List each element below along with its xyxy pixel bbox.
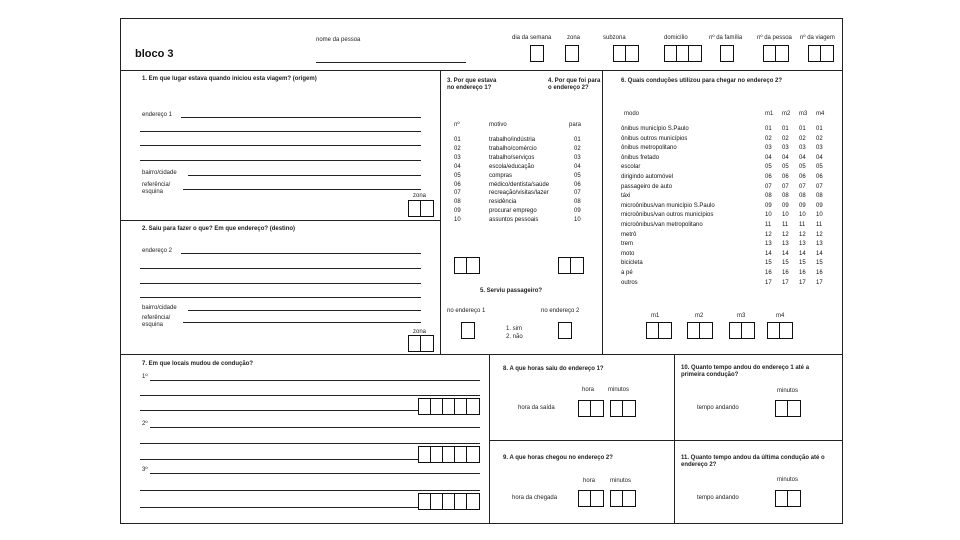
mode-row-code[interactable]: 10 <box>782 212 789 219</box>
q7-zone-cells-3[interactable] <box>418 493 480 510</box>
mode-row-code[interactable]: 03 <box>765 145 772 152</box>
q3-answer-cells[interactable] <box>454 257 480 274</box>
mode-row-code[interactable]: 02 <box>799 135 806 142</box>
q7-item-1: 1º <box>142 374 148 380</box>
mode-row-code[interactable]: 10 <box>799 212 806 219</box>
q7-line-1b[interactable] <box>140 395 480 396</box>
mode-row-code[interactable]: 17 <box>765 279 772 286</box>
q7-line-2b[interactable] <box>140 443 480 444</box>
motive-row-code: 09 <box>454 208 461 215</box>
q6-col-m4: m4 <box>816 111 825 117</box>
mode-row-code[interactable]: 02 <box>765 135 772 142</box>
q2-zone-cells[interactable] <box>408 335 434 352</box>
mode-row-label: ônibus fretado <box>621 154 660 161</box>
q6-box-m3[interactable] <box>729 322 755 339</box>
q6-box-label-m3: m3 <box>737 313 746 319</box>
mode-row-code[interactable]: 05 <box>799 164 806 171</box>
q2-address-line-4[interactable] <box>140 297 421 298</box>
mode-row-code[interactable]: 13 <box>816 241 823 248</box>
mode-row-code[interactable]: 04 <box>816 154 823 161</box>
q1-reference-label: referência/ esquina <box>142 182 171 195</box>
mode-row-label: microônibus/van outros municípios <box>621 212 714 219</box>
weekday-cells[interactable] <box>530 45 544 62</box>
q10-title: 10. Quanto tempo andou do endereço 1 até a primeira condução? <box>681 365 810 378</box>
mode-row-code[interactable]: 08 <box>816 193 823 200</box>
q1-address-line-2[interactable] <box>140 131 421 132</box>
q4-title: 4. Por que foi para o endereço 2? <box>548 78 601 91</box>
q1-zone-label: zona <box>413 193 427 199</box>
mode-row-label: microônibus/van metropolitano <box>621 222 703 228</box>
motive-row-para: 06 <box>574 181 581 188</box>
motive-row-code: 07 <box>454 190 461 197</box>
mode-row-label: ônibus metropolitano <box>621 145 677 152</box>
q1-reference-line[interactable] <box>183 189 421 190</box>
mode-row-code[interactable]: 03 <box>782 145 789 152</box>
household-cells[interactable] <box>664 45 702 62</box>
q2-address-line[interactable] <box>181 253 421 254</box>
q7-item-3: 3º <box>142 467 148 473</box>
mode-row-label: microônibus/van município S.Paulo <box>621 202 715 209</box>
q1-address-line-4[interactable] <box>140 160 421 161</box>
motive-row-code: 01 <box>454 137 461 143</box>
divider-q1-q2 <box>120 220 440 221</box>
mode-row-code[interactable]: 09 <box>765 202 772 209</box>
motive-row-para: 07 <box>574 190 581 197</box>
mode-row-code[interactable]: 16 <box>782 270 789 276</box>
mode-row-code[interactable]: 07 <box>782 183 789 190</box>
q1-title: 1. Em que lugar estava quando iniciou esta viagem? (origem) <box>142 76 317 82</box>
field-label-trip: nº da viagem <box>800 35 835 41</box>
q6-box-m1[interactable] <box>646 322 672 339</box>
q6-col-mode: modo <box>624 111 640 117</box>
q5-title: 5. Serviu passageiro? <box>480 288 543 294</box>
subzone-cells[interactable] <box>613 45 639 62</box>
field-label-family: nº da família <box>709 35 743 41</box>
q8-hour-cells[interactable] <box>578 400 604 417</box>
q2-reference-label: referência/ esquina <box>142 315 171 328</box>
divider-q8-q10 <box>674 354 675 524</box>
mode-row-code[interactable]: 01 <box>799 126 806 132</box>
q1-address-line[interactable] <box>181 117 421 118</box>
mode-row-code[interactable]: 06 <box>782 174 789 180</box>
mode-row-code[interactable]: 07 <box>816 183 823 190</box>
motive-row-label: residência <box>489 199 517 206</box>
divider-q7-q8 <box>489 354 490 524</box>
mode-row-code[interactable]: 06 <box>799 174 806 180</box>
q1-district-line[interactable] <box>188 175 421 176</box>
q6-box-label-m2: m2 <box>695 313 704 319</box>
trip-cells[interactable] <box>808 45 834 62</box>
person-name-label: nome da pessoa <box>316 37 361 43</box>
motive-row-label: assuntos pessoais <box>489 217 539 224</box>
q7-line-3b[interactable] <box>140 490 480 491</box>
mode-row-code[interactable]: 15 <box>765 260 772 267</box>
motive-row-label: escola/educação <box>489 163 535 170</box>
person-cells[interactable] <box>763 45 789 62</box>
mode-row-label: bicicleta <box>621 260 643 267</box>
form-page <box>120 18 843 524</box>
mode-row-code[interactable]: 11 <box>782 222 789 228</box>
q2-address-line-3[interactable] <box>140 283 421 284</box>
mode-row-code[interactable]: 17 <box>782 279 789 286</box>
mode-row-label: moto <box>621 250 635 257</box>
q7-item-2: 2º <box>142 421 148 427</box>
motive-row-para: 04 <box>574 163 581 170</box>
q9-hour-cells[interactable] <box>578 490 604 507</box>
mode-row-code[interactable]: 07 <box>765 183 772 190</box>
q6-title: 6. Quais conduções utilizou para chegar no endereço 2? <box>621 78 783 84</box>
mode-row-code[interactable]: 05 <box>782 164 789 171</box>
mode-row-code[interactable]: 03 <box>799 145 806 152</box>
motive-col-code: nº <box>454 122 460 128</box>
mode-row-code[interactable]: 11 <box>799 222 806 228</box>
q11-title: 11. Quanto tempo andou da última condução até o endereço 2? <box>681 455 825 468</box>
motive-row-para: 08 <box>574 199 581 206</box>
q6-box-m2[interactable] <box>687 322 713 339</box>
mode-row-code[interactable]: 07 <box>799 183 806 190</box>
q1-address-line-3[interactable] <box>140 145 421 146</box>
mode-row-code[interactable]: 12 <box>816 231 823 238</box>
motive-row-label: médico/dentista/saúde <box>489 181 550 188</box>
q5-addr2-cell[interactable] <box>558 322 572 339</box>
mode-row-code[interactable]: 13 <box>799 241 806 248</box>
q9-minutes-label: minutos <box>610 478 632 484</box>
mode-row-code[interactable]: 08 <box>799 193 806 200</box>
q6-col-m1: m1 <box>765 111 774 117</box>
mode-row-code[interactable]: 14 <box>816 250 823 257</box>
mode-row-code[interactable]: 15 <box>816 260 823 267</box>
mode-row-code[interactable]: 16 <box>799 270 806 276</box>
mode-row-label: táxi <box>621 193 631 200</box>
mode-row-code[interactable]: 08 <box>782 193 789 200</box>
q3-title: 3. Por que estava no endereço 1? <box>447 78 497 91</box>
field-label-zone: zona <box>567 35 581 41</box>
divider-q3-q6 <box>602 70 603 354</box>
motive-row-code: 05 <box>454 172 461 179</box>
mode-row-code[interactable]: 14 <box>765 250 772 257</box>
mode-row-code[interactable]: 04 <box>782 154 789 161</box>
mode-row-code[interactable]: 02 <box>816 135 823 142</box>
divider-q8-q9 <box>489 440 843 441</box>
q7-line-3c[interactable] <box>140 507 418 508</box>
q6-box-label-m1: m1 <box>651 313 660 319</box>
motive-row-para: 10 <box>574 217 581 224</box>
mode-row-code[interactable]: 04 <box>765 154 772 161</box>
mode-row-code[interactable]: 06 <box>816 174 823 180</box>
q8-minutes-cells[interactable] <box>610 400 636 417</box>
motive-row-para: 05 <box>574 172 581 179</box>
divider-mid <box>120 354 843 355</box>
q7-line-2a[interactable] <box>150 427 480 428</box>
mode-row-label: outros <box>621 279 638 286</box>
q8-hour-label: hora <box>582 387 595 393</box>
mode-row-code[interactable]: 15 <box>799 260 806 267</box>
family-cells[interactable] <box>720 45 734 62</box>
q9-field-label: hora da chegada <box>512 495 558 501</box>
q8-title: 8. A que horas saiu do endereço 1? <box>503 366 604 372</box>
mode-row-label: trem <box>621 241 633 248</box>
q7-line-1a[interactable] <box>150 380 480 381</box>
mode-row-code[interactable]: 13 <box>765 241 772 248</box>
person-name-line[interactable] <box>316 62 466 63</box>
q1-address-label: endereço 1 <box>142 112 173 118</box>
q9-hour-label: hora <box>583 478 596 484</box>
q9-minutes-cells[interactable] <box>610 490 636 507</box>
mode-row-code[interactable]: 16 <box>816 270 823 276</box>
q2-title: 2. Saiu para fazer o que? Em que endereço? (destino) <box>142 226 296 232</box>
q10-minutes-cells[interactable] <box>775 400 801 417</box>
mode-row-code[interactable]: 01 <box>782 126 789 132</box>
mode-row-label: ônibus outros municípios <box>621 135 688 142</box>
mode-row-code[interactable]: 12 <box>765 231 772 238</box>
field-label-household: domicílio <box>664 35 688 41</box>
mode-row-code[interactable]: 14 <box>799 250 806 257</box>
q7-line-1c[interactable] <box>140 410 418 411</box>
block-title: bloco 3 <box>135 48 174 60</box>
mode-row-code[interactable]: 05 <box>765 164 772 171</box>
q5-addr1-label: no endereço 1 <box>447 308 486 314</box>
q7-zone-cells-1[interactable] <box>418 398 480 415</box>
q4-answer-cells[interactable] <box>558 257 584 274</box>
motive-row-code: 06 <box>454 181 461 188</box>
q6-box-m4[interactable] <box>767 322 793 339</box>
mode-row-code[interactable]: 06 <box>765 174 772 180</box>
q7-title: 7. Em que locais mudou de condução? <box>142 361 254 367</box>
q2-district-label: bairro/cidade <box>142 305 177 311</box>
mode-row-code[interactable]: 14 <box>782 250 789 257</box>
mode-row-code[interactable]: 16 <box>765 270 772 276</box>
motive-row-code: 02 <box>454 145 461 152</box>
q5-option-yes: 1. sim <box>506 326 523 332</box>
q10-minutes-label: minutos <box>777 388 799 394</box>
q2-address-line-2[interactable] <box>140 268 421 269</box>
mode-row-label: escolar <box>621 164 641 171</box>
q11-minutes-label: minutos <box>777 477 799 483</box>
q11-minutes-cells[interactable] <box>775 490 801 507</box>
mode-row-code[interactable]: 11 <box>765 222 772 228</box>
q2-reference-line[interactable] <box>183 322 421 323</box>
mode-row-code[interactable]: 13 <box>782 241 789 248</box>
mode-row-label: metrô <box>621 231 637 238</box>
mode-row-code[interactable]: 04 <box>799 154 806 161</box>
mode-row-code[interactable]: 03 <box>816 145 823 152</box>
motive-row-para: 02 <box>574 145 581 152</box>
mode-row-code[interactable]: 11 <box>816 222 823 228</box>
mode-row-code[interactable]: 09 <box>816 202 823 209</box>
mode-row-code[interactable]: 15 <box>782 260 789 267</box>
q5-addr1-cell[interactable] <box>461 322 475 339</box>
mode-row-code[interactable]: 02 <box>782 135 789 142</box>
motive-row-code: 10 <box>454 217 461 224</box>
q1-zone-cells[interactable] <box>408 200 434 217</box>
motive-row-para: 01 <box>574 137 581 143</box>
q7-line-2c[interactable] <box>140 459 418 460</box>
mode-row-label: passageiro de auto <box>621 183 673 190</box>
q10-field-label: tempo andando <box>697 405 739 411</box>
mode-row-label: ônibus município S.Paulo <box>621 126 689 132</box>
q9-title: 9. A que horas chegou no endereço 2? <box>503 455 613 461</box>
mode-row-code[interactable]: 17 <box>816 279 823 286</box>
mode-row-code[interactable]: 12 <box>782 231 789 238</box>
motive-col-para: para <box>569 122 582 128</box>
q6-col-m2: m2 <box>782 111 791 117</box>
q6-box-label-m4: m4 <box>776 313 785 319</box>
q8-field-label: hora da saída <box>518 405 555 411</box>
motive-row-label: procurar emprego <box>489 208 537 215</box>
motive-row-label: trabalho/indústria <box>489 137 536 143</box>
motive-row-para: 09 <box>574 208 581 215</box>
mode-row-code[interactable]: 01 <box>816 126 823 132</box>
mode-row-code[interactable]: 10 <box>765 212 772 219</box>
motive-row-label: recreação/visitas/lazer <box>489 190 549 197</box>
q7-line-3a[interactable] <box>150 473 480 474</box>
q2-address-label: endereço 2 <box>142 248 173 254</box>
motive-row-label: compras <box>489 172 513 179</box>
divider-q1-q3 <box>440 70 441 354</box>
q5-addr2-label: no endereço 2 <box>541 308 580 314</box>
q8-minutes-label: minutos <box>608 387 630 393</box>
field-label-weekday: dia da semana <box>512 35 552 41</box>
mode-row-code[interactable]: 08 <box>765 193 772 200</box>
motive-col-motive: motivo <box>489 122 507 128</box>
q2-district-line[interactable] <box>188 310 421 311</box>
q1-district-label: bairro/cidade <box>142 170 177 176</box>
q11-field-label: tempo andando <box>697 495 739 501</box>
mode-row-code[interactable]: 05 <box>816 164 823 171</box>
q7-zone-cells-2[interactable] <box>418 446 480 463</box>
motive-row-code: 08 <box>454 199 461 206</box>
field-label-subzone: subzona <box>603 35 626 41</box>
header-divider <box>120 70 843 71</box>
motive-row-para: 03 <box>574 154 581 161</box>
mode-row-code[interactable]: 09 <box>799 202 806 209</box>
motive-row-label: trabalho/serviços <box>489 154 535 161</box>
motive-row-label: trabalho/comércio <box>489 145 537 152</box>
mode-row-label: a pé <box>621 270 633 276</box>
field-label-person: nº da pessoa <box>757 35 792 41</box>
mode-row-code[interactable]: 17 <box>799 279 806 286</box>
zone-cells[interactable] <box>565 45 579 62</box>
q5-option-no: 2. não <box>506 334 523 340</box>
mode-row-code[interactable]: 12 <box>799 231 806 238</box>
mode-row-code[interactable]: 09 <box>782 202 789 209</box>
motive-row-code: 03 <box>454 154 461 161</box>
motive-row-code: 04 <box>454 163 461 170</box>
mode-row-label: dirigindo automóvel <box>621 174 674 180</box>
q6-col-m3: m3 <box>799 111 808 117</box>
mode-row-code[interactable]: 01 <box>765 126 772 132</box>
mode-row-code[interactable]: 10 <box>816 212 823 219</box>
q2-zone-label: zona <box>413 329 427 335</box>
